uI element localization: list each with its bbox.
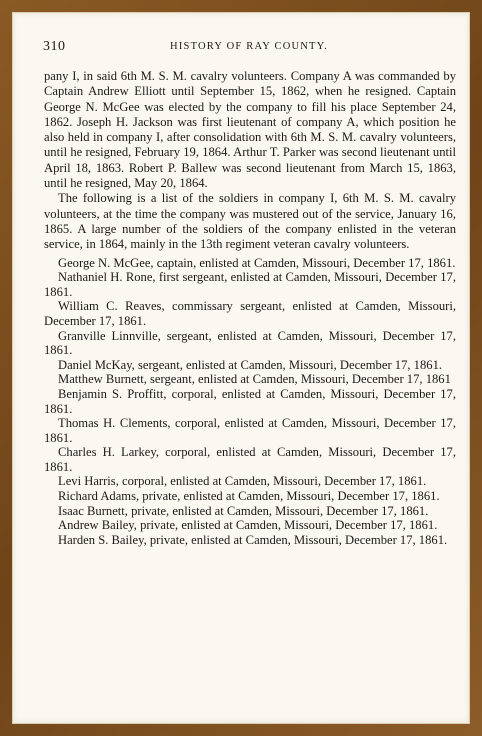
soldier-entry: Granville Linnville, sergeant, enlisted at Camden, Missouri, December 17, 1861. bbox=[44, 328, 456, 358]
paragraph-soldier-list-intro: The following is a list of the soldiers in company I, 6th M. S. M. cavalry volunteers, at the time the company was mustered out of the service, January 16, 1865. A large number of the soldiers of the company enlisted in the veteran service, in 1864, mainly in the 13th regiment veteran cavalry volunteers. bbox=[44, 191, 456, 252]
paragraph-officers: pany I, in said 6th M. S. M. cavalry volunteers. Company A was commanded by Captain Andrew Elliott until September 15, 1862, when he resigned. Captain George N. McGee was elected by the company to fill his place September 24, 1862. Joseph H. Jackson was first lieutenant of company A, which position he also held in company I, after consolidation with 6th M. S. M. cavalry volunteers, until he resigned, February 19, 1864. Arthur T. Parker was second lieutenant until April 18, 1863. Robert P. Ballew was second lieutenant from March 15, 1863, until he resigned, May 20, 1864. bbox=[44, 69, 456, 191]
soldier-entry: Matthew Burnett, sergeant, enlisted at Camden, Missouri, December 17, 1861 bbox=[58, 372, 451, 387]
page-body bbox=[44, 69, 456, 547]
soldier-list bbox=[44, 256, 456, 548]
soldier-entry: Charles H. Larkey, corporal, enlisted at Camden, Missouri, December 17, 1861. bbox=[44, 445, 456, 474]
soldier-entry: Daniel McKay, sergeant, enlisted at Camden, Missouri, December 17, 1861. bbox=[58, 357, 443, 372]
soldier-entry: William C. Reaves, commissary sergeant, enlisted at Camden, Missouri, December 17, 1861. bbox=[44, 299, 456, 328]
soldier-entry: Levi Harris, corporal, enlisted at Camden, Missouri, December 17, 1861. bbox=[58, 474, 427, 489]
soldier-entry: George N. McGee, captain, enlisted at Camden, Missouri, December 17, 1861. bbox=[58, 255, 456, 270]
page-header bbox=[43, 39, 455, 55]
page-number: 310 bbox=[43, 39, 66, 54]
soldier-entry: Richard Adams, private, enlisted at Camden, Missouri, December 17, 1861. bbox=[58, 489, 440, 504]
soldier-entry: Andrew Bailey, private, enlisted at Camden, Missouri, December 17, 1861. bbox=[58, 518, 438, 533]
soldier-entry: Isaac Burnett, private, enlisted at Camden, Missouri, December 17, 1861. bbox=[58, 503, 429, 518]
soldier-entry: Thomas H. Clements, corporal, enlisted at Camden, Missouri, December 17, 1861. bbox=[44, 416, 456, 445]
soldier-entry: Nathaniel H. Rone, first sergeant, enlisted at Camden, Missouri, December 17, 1861. bbox=[44, 270, 456, 299]
running-head: HISTORY OF RAY COUNTY. bbox=[170, 41, 328, 52]
book-page bbox=[12, 12, 470, 724]
soldier-entry: Harden S. Bailey, private, enlisted at Camden, Missouri, December 17, 1861. bbox=[58, 532, 448, 547]
soldier-entry: Benjamin S. Proffitt, corporal, enlisted at Camden, Missouri, December 17, 1861. bbox=[44, 386, 456, 416]
